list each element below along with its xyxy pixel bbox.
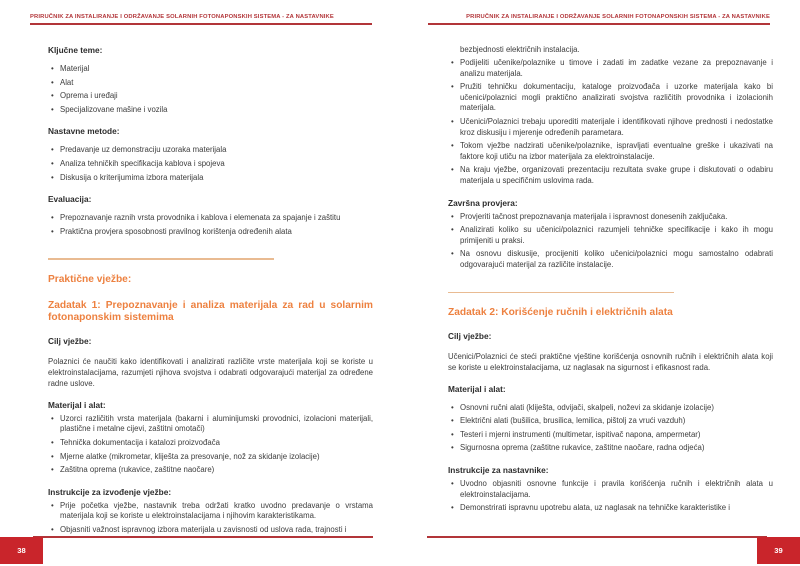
bullet-item: • Sigurnosna oprema (zaštitne rukavice, zaštitne naočare, radna odjeća) — [448, 443, 773, 454]
page-right — [400, 0, 800, 566]
section-heading: Instrukcije za nastavnike: — [448, 465, 549, 476]
bullet-list — [448, 479, 773, 514]
section-heading: Evaluacija: — [48, 194, 92, 205]
bullet-item: • Mjerne alatke (mikrometar, kliješta za presovanje, nož za skidanje izolacije) — [48, 452, 373, 463]
exercise-heading: Zadatak 2: Korišćenje ručnih i električnih alata — [448, 307, 673, 319]
bullet-item: • Učenici/Polaznici trebaju uporediti materijale i identifikovati njihove prednosti i nedostatke kroz diskusiju i mjerenje određenih parametara. — [448, 117, 773, 138]
bullet-list — [48, 414, 373, 476]
bullet-item: • Analizirati koliko su učenici/polaznici razumjeli tehničke specifikacije i kako ih mogu primijeniti u praksi. — [448, 225, 773, 246]
page-number-left: 38 — [0, 537, 43, 564]
section-heading: Cilj vježbe: — [48, 335, 92, 346]
bullet-item: • Podijeliti učenike/polaznike u timove i zadati im zadatke vezane za prepoznavanje i analizu materijala. — [448, 58, 773, 79]
footer-rule — [33, 536, 373, 538]
section-heading: Završna provjera: — [448, 197, 518, 208]
bullet-item: • Provjeriti tačnost prepoznavanja materijala i ispravnost donesenih zaključaka. — [448, 212, 773, 223]
bullet-item: • Analiza tehničkih specifikacija kablova i spojeva — [48, 159, 373, 170]
header-rule — [30, 23, 372, 25]
exercise-heading: Praktične vježbe: — [48, 273, 132, 285]
footer-rule — [427, 536, 767, 538]
bullet-item: • Tehnička dokumentacija i katalozi proizvođača — [48, 438, 373, 449]
bullet-item: • Materijal — [48, 64, 373, 75]
bullet-item: • Prepoznavanje raznih vrsta provodnika i kablova i elemenata za spajanje i zaštitu — [48, 213, 373, 224]
bullet-item: • Alat — [48, 78, 373, 89]
bullet-item: • Električni alati (bušilica, brusilica, lemilica, pištolj za vrući vazduh) — [448, 416, 773, 427]
running-header: PRIRUČNIK ZA INSTALIRANJE I ODRŽAVANJE SOLARNIH FOTONAPONSKIH SISTEMA - ZA NASTAVNIKE — [30, 14, 334, 20]
bullet-item: • Pružiti tehničku dokumentaciju, kataloge proizvođača i uzorke materijala kako bi učenici/polaznici mogli praktično analizirati svojstva različitih provodnika i izolacionih materijala. — [448, 82, 773, 114]
bullet-list — [448, 58, 773, 187]
bullet-item: • Uvodno objasniti osnovne funkcije i pravila korišćenja ručnih i električnih alata u elektroinstalacijama. — [448, 479, 773, 500]
bullet-item: • Diskusija o kriterijumima izbora materijala — [48, 173, 373, 184]
section-heading: Ključne teme: — [48, 45, 103, 55]
header-rule — [428, 23, 770, 25]
section-heading: Materijal i alat: — [48, 399, 106, 410]
bullet-item: • Objasniti važnost ispravnog izbora materijala u zavisnosti od uslova rada, trajnosti i — [48, 525, 373, 536]
page-content-right — [448, 40, 773, 518]
section-separator — [48, 258, 274, 260]
bullet-item: • Zaštitna oprema (rukavice, zaštitne naočare) — [48, 465, 373, 476]
bullet-list — [48, 64, 373, 115]
bullet-item: • Tokom vježbe nadzirati učenike/polaznike, ispravljati eventualne greške i ukazivati na faktore koji utiču na izbor materijala za elektroinstalacije. — [448, 141, 773, 162]
bullet-list — [448, 212, 773, 271]
bullet-item: • Demonstrirati ispravnu upotrebu alata, uz naglasak na tehničke karakteristike i — [448, 503, 773, 514]
bullet-item: • Testeri i mjerni instrumenti (multimetar, ispitivač napona, ampermetar) — [448, 430, 773, 441]
bullet-item: • Na kraju vježbe, organizovati prezentaciju rezultata svake grupe i diskutovati o odabiru materijala u specifičnim uslovima rada. — [448, 165, 773, 186]
bullet-list — [48, 213, 373, 237]
bullet-item: • Specijalizovane mašine i vozila — [48, 105, 373, 116]
continuation-paragraph: bezbjednosti električnih instalacija. — [460, 45, 580, 54]
paragraph: Učenici/Polaznici će steći praktične vještine korišćenja osnovnih ručnih i električnih alata koji se koriste u elektroinstalacijama, uz naglasak na sigurnost i efikasnost rada. — [448, 351, 773, 372]
bullet-item: • Prije početka vježbe, nastavnik treba održati kratko uvodno predavanje o vrstama materijala koji se koriste u elektroinstalacijama i njihovim karakteristikama. — [48, 501, 373, 522]
page-number-right: 39 — [757, 537, 800, 564]
section-heading: Instrukcije za izvođenje vježbe: — [48, 486, 172, 497]
bullet-item: • Na osnovu diskusije, procijeniti koliko učenici/polaznici mogu samostalno odabrati odgovarajući materijal za različite instalacije. — [448, 249, 773, 270]
section-heading: Nastavne metode: — [48, 126, 120, 137]
section-heading: Materijal i alat: — [448, 383, 506, 394]
page-content-left — [48, 40, 373, 539]
paragraph: Polaznici će naučiti kako identifikovati i analizirati različite vrste materijala koji se koriste u elektroinstalacijama, razumjeti njihova svojstva i odabrati odgovarajući materijal za određene radne uslove. — [48, 356, 373, 388]
section-heading: Cilj vježbe: — [448, 330, 492, 341]
bullet-list — [48, 145, 373, 183]
running-header: PRIRUČNIK ZA INSTALIRANJE I ODRŽAVANJE SOLARNIH FOTONAPONSKIH SISTEMA - ZA NASTAVNIKE — [466, 14, 770, 20]
bullet-list — [48, 501, 373, 536]
section-separator — [448, 292, 674, 294]
bullet-item: • Predavanje uz demonstraciju uzoraka materijala — [48, 145, 373, 156]
bullet-list — [448, 403, 773, 454]
bullet-item: • Oprema i uređaji — [48, 91, 373, 102]
exercise-heading: Zadatak 1: Prepoznavanje i analiza materijala za rad u solarnim fotonaponskim sistemima — [48, 299, 373, 324]
bullet-item: • Praktična provjera sposobnosti pravilnog korištenja određenih alata — [48, 227, 373, 238]
bullet-item: • Uzorci različitih vrsta materijala (bakarni i aluminijumski provodnici, izolacioni materijali, plastične i metalne cijevi, zaštitni omotači) — [48, 414, 373, 435]
bullet-item: • Osnovni ručni alati (kliješta, odvijači, skalpeli, noževi za skidanje izolacije) — [448, 403, 773, 414]
